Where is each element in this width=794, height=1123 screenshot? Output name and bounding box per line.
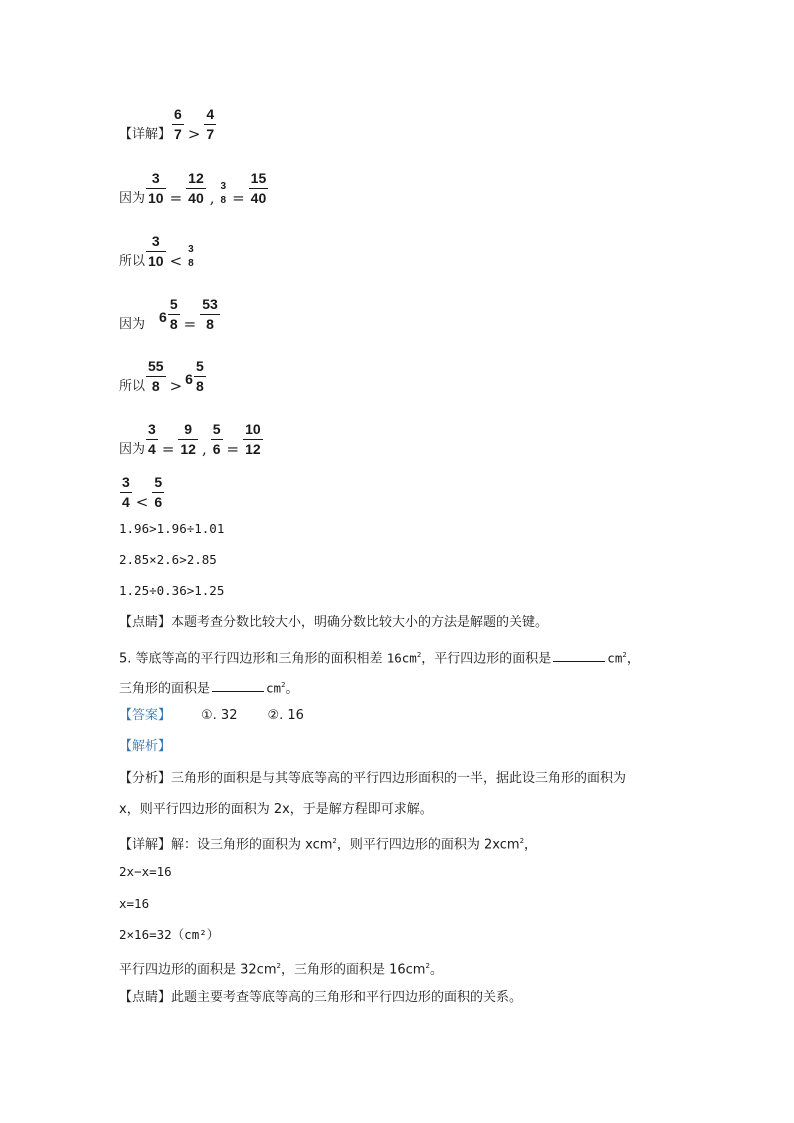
fraction: $\frac{6}{7}$	[174, 106, 182, 142]
equation-2: x=16	[119, 896, 150, 911]
answer-1: ①. 32	[201, 708, 238, 723]
difference-value: 16cm	[386, 650, 417, 666]
answer-line	[119, 708, 304, 724]
compare-row-5	[119, 358, 207, 395]
therefore-label: 所以	[119, 379, 146, 394]
decimal-line-3: 1.25÷0.36>1.25	[119, 583, 225, 598]
equation-1: 2x−x=16	[119, 864, 172, 879]
fraction: $\frac{5}{6}$	[212, 421, 221, 457]
fraction: $\frac{55}{8}$	[148, 358, 164, 394]
fraction: $\frac{12}{40}$	[188, 170, 204, 206]
greater-sign: >	[187, 125, 201, 143]
fraction: $\frac{5}{8}$	[169, 296, 178, 332]
result-text: 平行四边形的面积是 32cm	[119, 962, 277, 978]
unit: cm	[266, 680, 282, 696]
equation-3: 2×16=32（cm²）	[119, 927, 220, 942]
result-line	[119, 958, 443, 978]
superscript: 2	[622, 651, 627, 659]
question-text: ，平行四边形的面积是	[421, 651, 552, 667]
answer-label: 【答案】	[119, 708, 172, 723]
fraction: $\frac{9}{12}$	[180, 421, 196, 457]
because-label: 因为	[119, 191, 146, 206]
equals-sign: =	[183, 315, 197, 333]
fraction: $\frac{3}{10}$	[148, 233, 164, 269]
compare-row-6	[119, 421, 264, 458]
because-label: 因为	[119, 442, 146, 457]
superscript: 2	[276, 962, 281, 970]
answer-blank-2[interactable]	[212, 679, 264, 692]
fraction: $\frac{3}{4}$	[122, 474, 130, 510]
question-number: 5.	[119, 651, 132, 667]
equals-sign: =	[232, 189, 245, 207]
fraction: $\frac{5}{8}$	[195, 358, 204, 394]
point-note-5: 【点睛】此题主要考查等底等高的三角形和平行四边形的面积的关系。	[119, 990, 523, 1005]
analysis-label: 【解析】	[119, 739, 172, 754]
question-text: 等底等高的平行四边形和三角形的面积相差	[135, 651, 383, 667]
equals-sign: =	[226, 440, 240, 458]
superscript: 2	[519, 837, 525, 845]
fraction: 3 8	[188, 244, 194, 269]
analysis-line-1: 【分析】三角形的面积是与其等底等高的平行四边形面积的一半，据此设三角形的面积为	[119, 771, 627, 786]
superscript: 2	[332, 837, 337, 845]
answer-blank-1[interactable]	[553, 649, 605, 662]
compare-row-4	[119, 296, 221, 333]
because-label: 因为	[119, 317, 146, 332]
question-5-line-2	[119, 677, 299, 697]
equals-sign: =	[161, 440, 175, 458]
fraction: $\frac{4}{7}$	[206, 106, 215, 142]
fraction: $\frac{5}{6}$	[154, 474, 163, 510]
question-5-line-1	[119, 647, 640, 667]
fraction: $\frac{10}{12}$	[245, 421, 261, 457]
punctuation: ，	[626, 651, 640, 667]
whole-number: 6	[159, 309, 167, 325]
superscript: 2	[416, 651, 422, 659]
fraction: $\frac{15}{40}$	[250, 170, 267, 206]
less-sign: <	[135, 493, 149, 511]
result-text: ，三角形的面积是 16cm	[280, 962, 426, 978]
question-text: 三角形的面积是	[119, 681, 211, 697]
analysis-line-2: x，则平行四边形的面积为 2x，于是解方程即可求解。	[119, 802, 433, 817]
therefore-label: 所以	[119, 254, 146, 269]
fraction: $\frac{3}{10}$	[148, 170, 164, 206]
punctuation: 。	[429, 962, 443, 978]
compare-row-3	[119, 233, 197, 270]
compare-row-2	[119, 170, 269, 207]
unit: cm	[607, 650, 623, 666]
equals-sign: =	[169, 189, 183, 207]
punctuation: ，	[524, 837, 538, 853]
detail-text: ，则平行四边形的面积为 2xcm	[336, 837, 520, 853]
detail-text: 【详解】解：设三角形的面积为 xcm	[119, 837, 333, 853]
decimal-line-1: 1.96>1.96÷1.01	[119, 521, 225, 536]
fraction: 3 8	[220, 181, 227, 206]
superscript: 2	[281, 681, 286, 689]
greater-sign: >	[169, 377, 183, 395]
compare-row-7	[119, 474, 165, 511]
punctuation: 。	[285, 681, 299, 697]
superscript: 2	[425, 962, 430, 970]
detail-label: 【详解】	[119, 127, 172, 142]
separator: ,	[201, 440, 207, 458]
detail-line	[119, 833, 537, 853]
answer-2: ②. 16	[267, 708, 304, 723]
separator: ,	[209, 189, 215, 207]
decimal-line-2: 2.85×2.6>2.85	[119, 552, 217, 567]
whole-number: 6	[185, 371, 193, 387]
point-note-4: 【点睛】本题考查分数比较大小，明确分数比较大小的方法是解题的关键。	[119, 615, 549, 630]
fraction: $\frac{3}{4}$	[148, 421, 156, 457]
compare-row-1	[119, 106, 217, 143]
fraction: $\frac{53}{8}$	[202, 296, 218, 332]
less-sign: <	[169, 252, 183, 270]
